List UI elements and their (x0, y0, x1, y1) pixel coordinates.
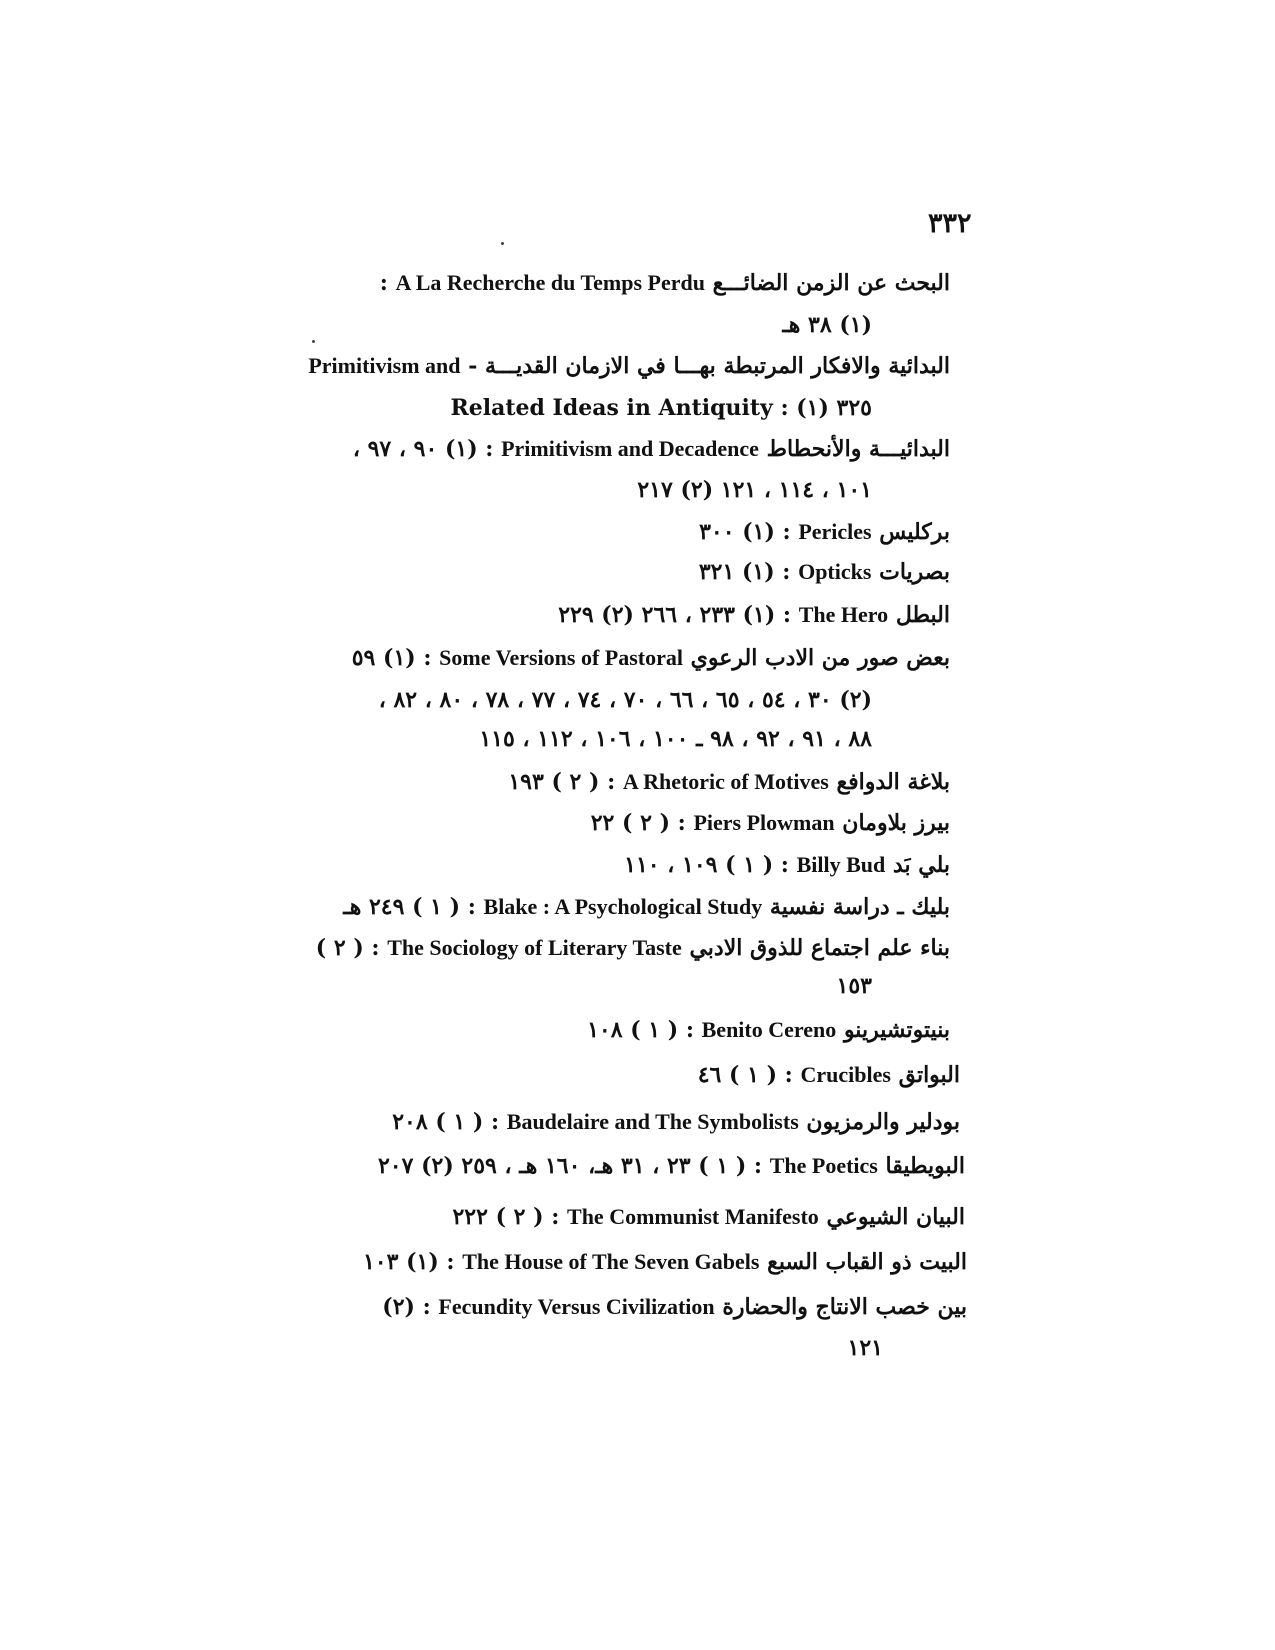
page-refs: : (379, 270, 388, 296)
page-refs: : (١) ٣٢١ (698, 559, 791, 585)
index-entry (378, 1155, 965, 1177)
page-refs: : (١) ٩٠ ، ٩٧ ، (352, 436, 494, 462)
english-title: A Rhetoric of Motives (622, 769, 829, 794)
page-refs: : ( ١ ) ١٠٩ ، ١١٠ (624, 852, 789, 878)
scan-speck (312, 340, 315, 343)
page-refs: : ( ١ ) ٢٣ ، ٣١ هـ، ١٦٠ هـ ، ٢٥٩ (٢) ٢٠٧ (377, 1153, 763, 1179)
page-number: ٣٣٢ (928, 208, 972, 239)
arabic-term: بيرز بلاومان (842, 810, 950, 836)
page-refs: : ( ١ ) ٢٠٨ (392, 1109, 500, 1135)
index-entry (591, 812, 950, 834)
index-entry (558, 604, 950, 626)
index-entry (363, 1251, 967, 1273)
page-refs: : ( ٢ ) ٢٢٢ (452, 1204, 560, 1230)
entry-continuation: (١) ٣٨ هـ (782, 312, 872, 338)
arabic-term: بلي بَد (892, 852, 950, 878)
arabic-term: بناء علم اجتماع للذوق الادبي (689, 935, 950, 961)
index-entry (308, 355, 950, 377)
english-title: Crucibles (800, 1062, 891, 1087)
english-title: Some Versions of Pastoral (439, 645, 683, 670)
index-entry (508, 771, 950, 793)
english-title: The House of The Seven Gabels (462, 1249, 760, 1274)
arabic-term: بين خصب الانتاج والحضارة (722, 1294, 967, 1320)
english-title: The Sociology of Literary Taste (387, 935, 682, 960)
page-refs: : ( ١ ) ١٠٨ (587, 1017, 694, 1043)
english-title: The Hero (798, 602, 889, 627)
english-title: Piers Plowman (693, 810, 835, 835)
english-title: Benito Cereno (701, 1017, 837, 1042)
english-title: Opticks (798, 559, 872, 584)
index-entry (382, 1296, 967, 1318)
index-entry (380, 272, 950, 294)
english-title: A La Recherche du Temps Perdu (395, 270, 705, 295)
page-refs: : (١) ٢٣٣ ، ٢٦٦ (٢) ٢٢٩ (558, 602, 792, 628)
index-entry (624, 854, 950, 876)
page-refs: : ( ٢ ) ٢٢ (590, 810, 686, 836)
english-title: Fecundity Versus Civilization (438, 1294, 715, 1319)
index-entry (353, 438, 950, 460)
entry-continuation: (٢) ٣٠ ، ٥٤ ، ٦٥ ، ٦٦ ، ٧٠ ، ٧٤ ، ٧٧ ، ٧٨ ، ٨٠ ، ٨٢ ، (378, 687, 872, 713)
entry-continuation: ٣٢٥ (١) : Related Ideas in Antiquity (450, 395, 872, 421)
entry-continuation: ١٢١ (847, 1335, 883, 1361)
page-refs: : ( ٢ ) ١٩٣ (508, 769, 616, 795)
english-title: The Communist Manifesto (567, 1204, 819, 1229)
arabic-term: بلاغة الدوافع (836, 769, 950, 795)
arabic-term: بنيتوتشيرينو (843, 1017, 950, 1043)
entry-continuation: ١٥٣ (836, 973, 872, 999)
page-refs: : ( ١ ) ٢٤٩ هـ (343, 894, 476, 920)
arabic-term: البواتق (898, 1062, 960, 1088)
entry-continuation: ١٠١ ، ١١٤ ، ١٢١ (٢) ٢١٧ (637, 477, 872, 503)
entry-continuation: ٨٨ ، ٩١ ، ٩٢ ، ٩٨ ـ ١٠٠ ، ١٠٦ ، ١١٢ ، ١١٥ (479, 726, 872, 752)
english-title: Primitivism and Decadence (501, 436, 759, 461)
english-title: Billy Bud (796, 852, 886, 877)
arabic-term: البيان الشيوعي (826, 1204, 965, 1230)
page-refs: : (١) ١٠٣ (362, 1249, 455, 1275)
arabic-term: البطل (895, 602, 950, 628)
index-entry (698, 1064, 960, 1086)
arabic-term: بركليس (879, 519, 950, 545)
index-entry (316, 937, 950, 959)
english-title: Pericles (798, 519, 872, 544)
arabic-term: بليك ـ دراسة نفسية (769, 894, 950, 920)
arabic-term: البحث عن الزمن الضائـــع (712, 270, 950, 296)
page-refs: : (١) ٥٩ (351, 645, 432, 671)
page-refs: : (٢) (382, 1294, 431, 1320)
index-entry (699, 561, 950, 583)
arabic-term: البدائية والافكار المرتبطة بهـــا في الازمان القديـــة - (468, 353, 950, 379)
arabic-term: البدائيـــة والأنحطاط (766, 436, 950, 462)
arabic-term: بصريات (879, 559, 950, 585)
page-refs: : ( ٢ ) (315, 935, 380, 961)
english-title: Primitivism and (308, 353, 461, 378)
page-refs: : (١) ٣٠٠ (699, 519, 791, 545)
index-entry (587, 1019, 950, 1041)
arabic-term: بودلير والرمزيون (806, 1109, 960, 1135)
arabic-term: البويطيقا (885, 1153, 965, 1179)
index-entry (343, 896, 950, 918)
index-entry (392, 1111, 960, 1133)
index-entry (352, 647, 950, 669)
english-title: Baudelaire and The Symbolists (506, 1109, 799, 1134)
index-entry (452, 1206, 965, 1228)
scan-speck (501, 242, 504, 245)
english-title: Blake : A Psychological Study (483, 894, 763, 919)
page-refs: : ( ١ ) ٤٦ (697, 1062, 793, 1088)
arabic-term: البيت ذو القباب السبع (767, 1249, 967, 1275)
arabic-term: بعض صور من الادب الرعوي (690, 645, 950, 671)
index-entry (699, 521, 950, 543)
english-title: The Poetics (769, 1153, 878, 1178)
